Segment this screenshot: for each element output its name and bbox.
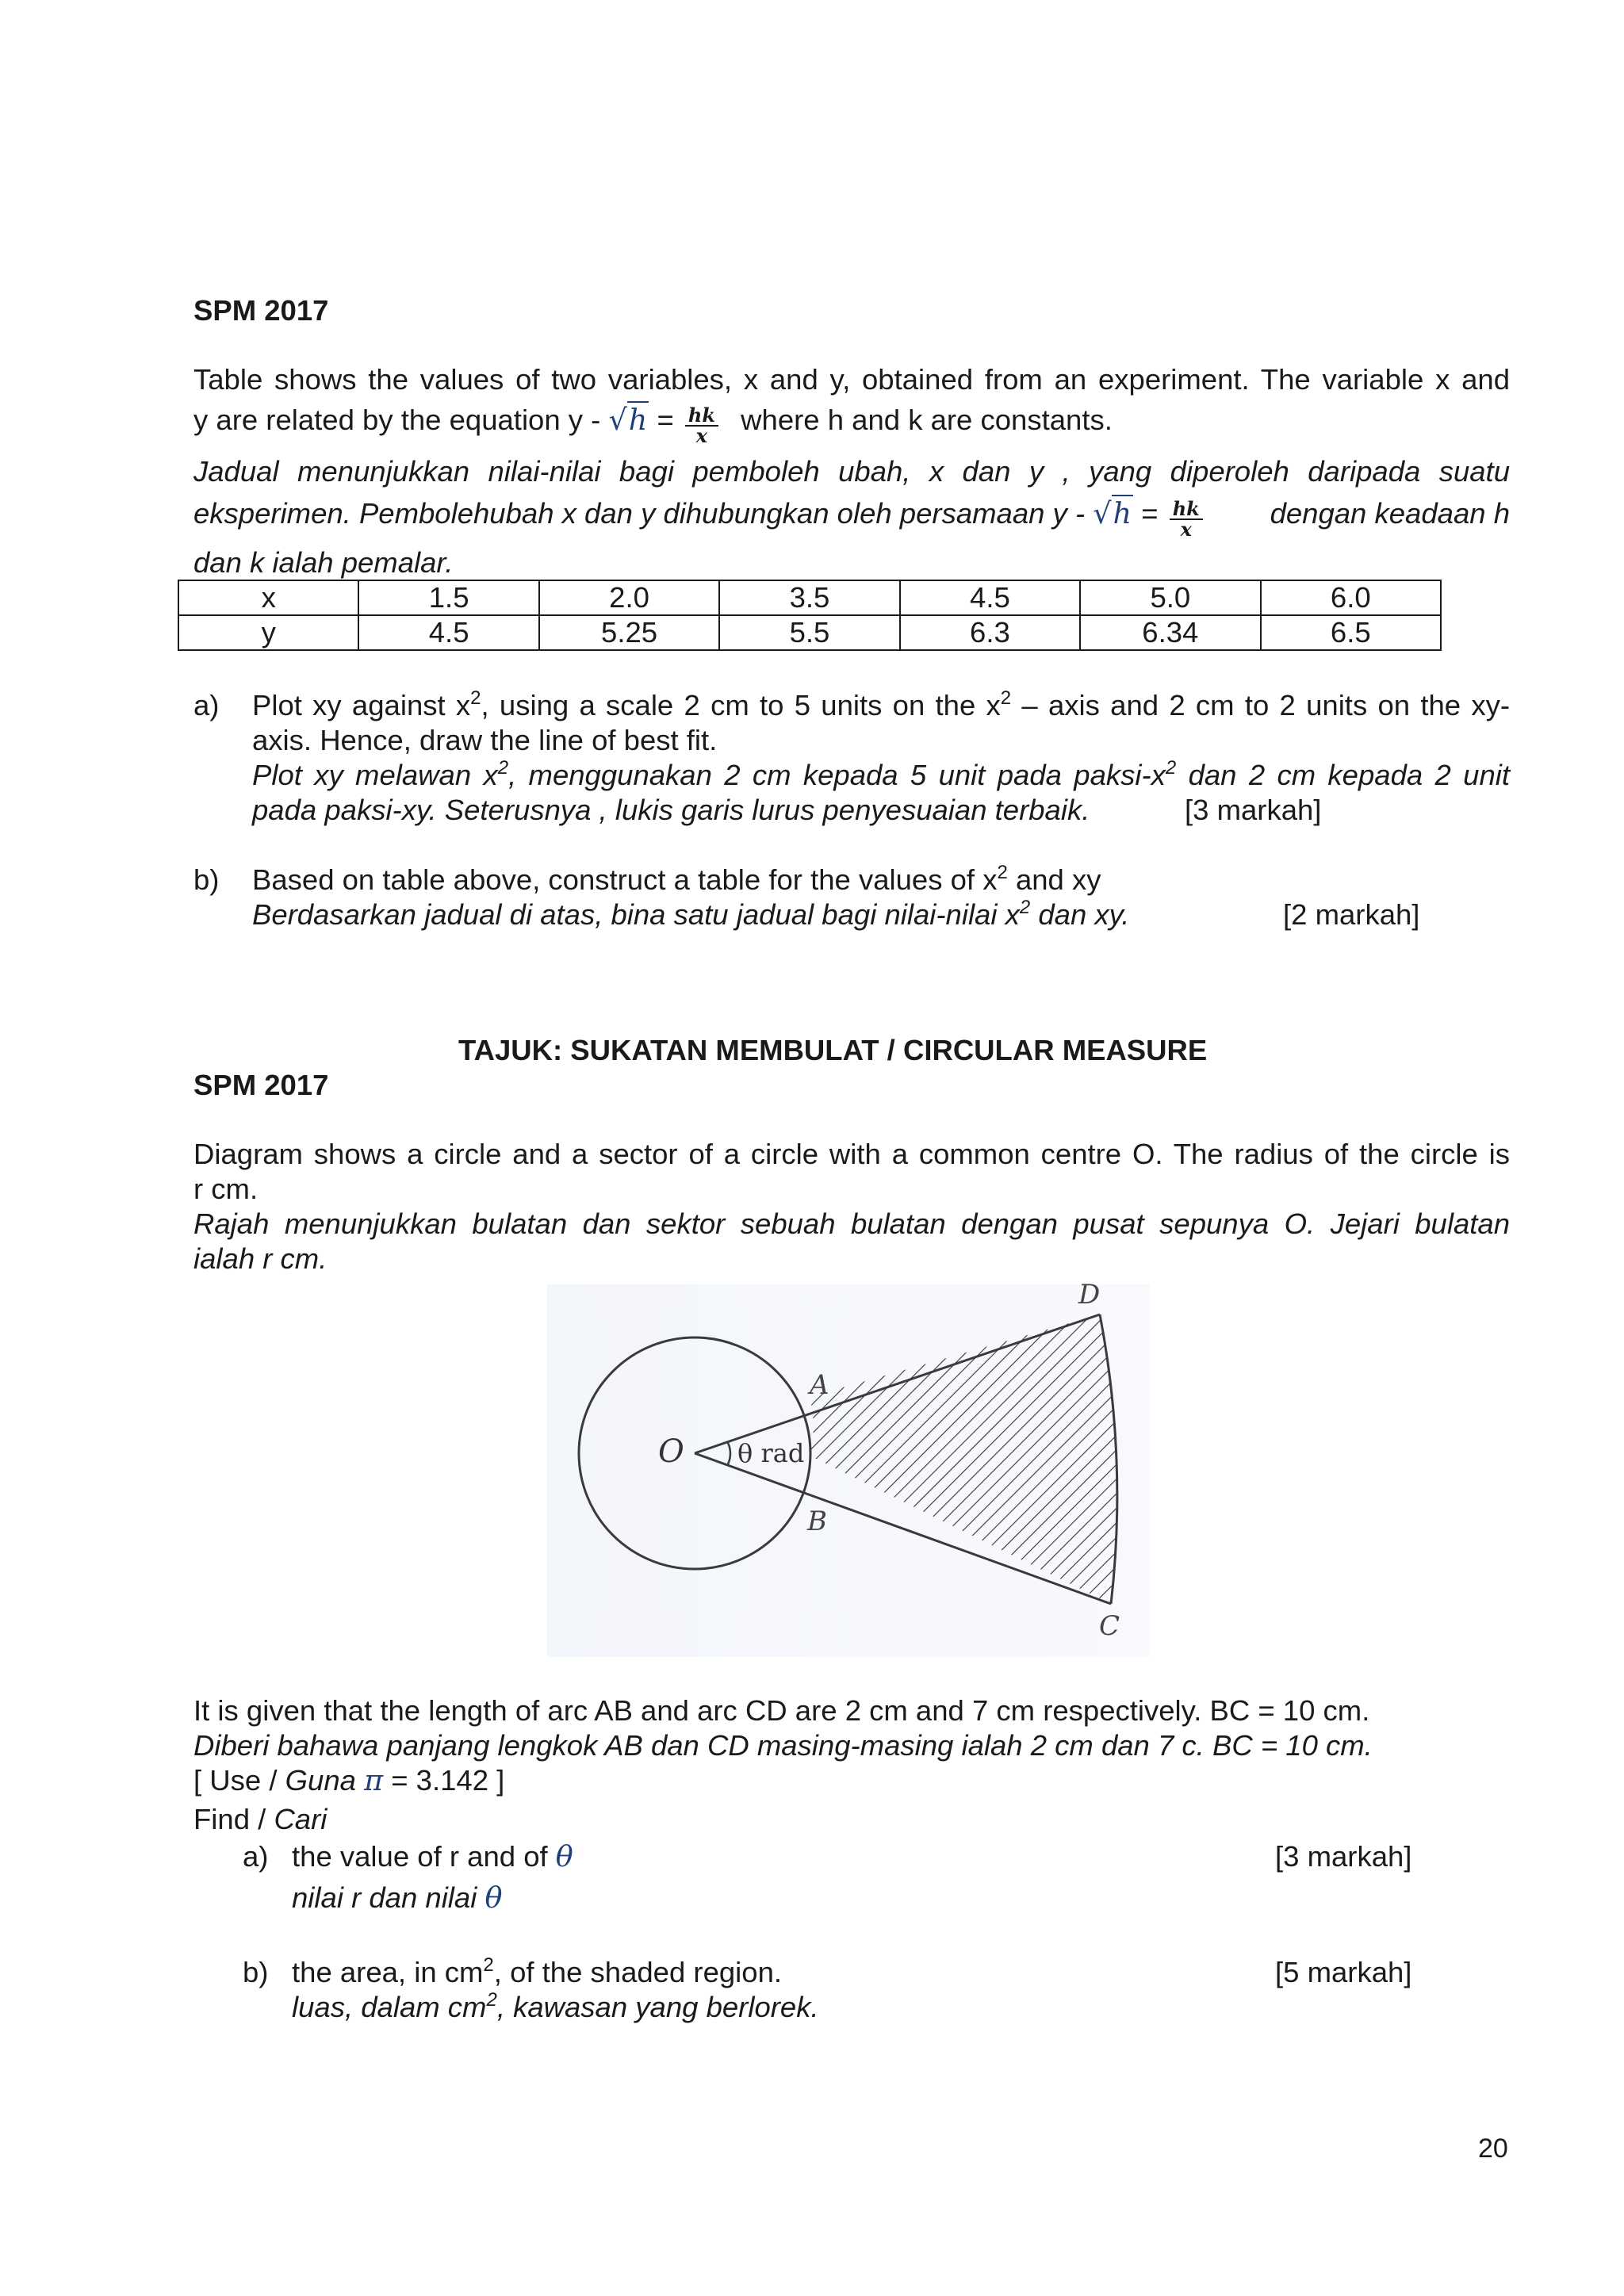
- s1-question-b-ms: Berdasarkan jadual di atas, bina satu jadual bagi nilai-nilai $x^2$ dan xy.: [252, 897, 1130, 931]
- s1-question-b-en: Based on table above, construct a table for the values of $x^2$ and xy: [252, 862, 1101, 896]
- table-cell: 4.5: [900, 580, 1080, 615]
- s1-question-a-en-line2: axis. Hence, draw the line of best fit.: [252, 724, 718, 756]
- section2-intro-ms-line1: Rajah menunjukkan bulatan dan sektor sebuah bulatan dengan pusat sepunya O. Jejari bulatan: [193, 1207, 1510, 1240]
- section2-given-en: It is given that the length of arc AB and arc CD are 2 cm and 7 cm respectively. BC = 10 cm.: [193, 1694, 1370, 1727]
- label-o: O: [658, 1433, 684, 1470]
- table-cell: 3.5: [719, 580, 899, 615]
- table-row-label: x: [178, 580, 358, 615]
- label-c: C: [1099, 1610, 1120, 1642]
- section2-intro-ms-line2: ialah r cm.: [193, 1242, 327, 1275]
- label-d: D: [1078, 1279, 1101, 1311]
- table-cell: 2.0: [539, 580, 719, 615]
- s1-question-a-ms-line1: Plot xy melawan $x^2$, menggunakan 2 cm kepada 5 unit pada paksi-$x^2$ dan 2 cm kepada 2 unit: [252, 757, 1510, 791]
- section1-intro-ms-line1: Jadual menunjukkan nilai-nilai bagi pemboleh ubah, x dan y , yang diperoleh daripada suatu: [193, 455, 1510, 488]
- s1-question-b-marker: b): [193, 863, 220, 896]
- section2-find: Find / Cari: [193, 1803, 327, 1835]
- s1-question-a-en-line1: Plot xy against $x^2$, using a scale 2 cm to 5 units on the $x^2$ – axis and 2 cm to 2 units on the xy-: [252, 687, 1511, 721]
- label-a: A: [810, 1369, 829, 1401]
- hk-over-x-fraction-ms: $\frac{hk}{x}$: [1170, 501, 1203, 538]
- s1-question-a-marks: [3 markah]: [1185, 794, 1322, 826]
- s2-question-b-marks: [5 markah]: [1275, 1956, 1412, 1988]
- s2-question-b-ms: luas, dalam $cm^2$, kawasan yang berlorek.: [292, 1989, 819, 2023]
- section2-intro-en-line2: r cm.: [193, 1173, 259, 1205]
- table-cell: 6.0: [1261, 580, 1441, 615]
- table-row-label: y: [178, 615, 358, 650]
- s2-question-a-en: the value of r and of θ: [292, 1839, 573, 1873]
- table-row-x: [178, 580, 1441, 615]
- label-b: B: [807, 1506, 827, 1537]
- section2-use-pi: [ Use / Guna π = 3.142 ]: [193, 1763, 505, 1797]
- section1-heading: SPM 2017: [193, 294, 329, 327]
- table-cell: 6.34: [1080, 615, 1260, 650]
- table-cell: 6.5: [1261, 615, 1441, 650]
- table-cell: 1.5: [358, 580, 538, 615]
- section1-intro-en-line2: y are related by the equation y - √h = $\frac{hk}{x}$ where h and k are constants.: [193, 403, 1113, 447]
- hk-over-x-fraction: $\frac{hk}{x}$: [685, 408, 718, 444]
- theta-symbol: θ: [485, 1881, 503, 1915]
- section1-intro-ms-line3: dan k ialah pemalar.: [193, 546, 454, 579]
- pi-symbol: π: [364, 1763, 384, 1797]
- xy-data-table: [178, 580, 1442, 651]
- table-row-y: [178, 615, 1441, 650]
- section2-given-ms: Diberi bahawa panjang lengkok AB dan CD masing-masing ialah 2 cm dan 7 c. BC = 10 cm.: [193, 1729, 1373, 1762]
- section2-heading: SPM 2017: [193, 1069, 329, 1101]
- sqrt-h-expression-ms: √h: [1093, 496, 1132, 530]
- page-number: 20: [1478, 2133, 1508, 2164]
- s1-question-a-ms-line2: pada paksi-xy. Seterusnya , lukis garis lurus penyesuaian terbaik.: [252, 794, 1090, 826]
- theta-symbol: θ: [555, 1839, 573, 1873]
- section1-intro-ms-line2: eksperimen. Pembolehubah x dan y dihubungkan oleh persamaan y - √h = $\frac{hk}{x}$ dengan keadaan h: [193, 496, 1510, 541]
- sqrt-h-expression: √h: [608, 403, 648, 437]
- s2-question-a-marker: a): [243, 1840, 269, 1873]
- section2-title: TAJUK: SUKATAN MEMBULAT / CIRCULAR MEASURE: [458, 1034, 1208, 1066]
- table-cell: 5.0: [1080, 580, 1260, 615]
- table-cell: 4.5: [358, 615, 538, 650]
- s2-question-b-marker: b): [243, 1956, 269, 1988]
- label-theta-rad: θ rad: [737, 1438, 805, 1468]
- table-cell: 6.3: [900, 615, 1080, 650]
- s2-question-a-marks: [3 markah]: [1275, 1840, 1412, 1873]
- s1-question-b-marks: [2 markah]: [1283, 898, 1420, 931]
- section2-intro-en-line1: Diagram shows a circle and a sector of a circle with a common centre O. The radius of the circle is: [193, 1138, 1510, 1170]
- section1-intro-en-line1: Table shows the values of two variables, x and y, obtained from an experiment. The variable x and: [193, 363, 1510, 396]
- table-cell: 5.25: [539, 615, 719, 650]
- circle-sector-diagram: [539, 1269, 1158, 1665]
- s2-question-b-en: the area, in $cm^2$, of the shaded region.: [292, 1954, 783, 1988]
- table-cell: 5.5: [719, 615, 899, 650]
- s2-question-a-ms: nilai r dan nilai θ: [292, 1881, 503, 1915]
- s1-question-a-marker: a): [193, 689, 220, 721]
